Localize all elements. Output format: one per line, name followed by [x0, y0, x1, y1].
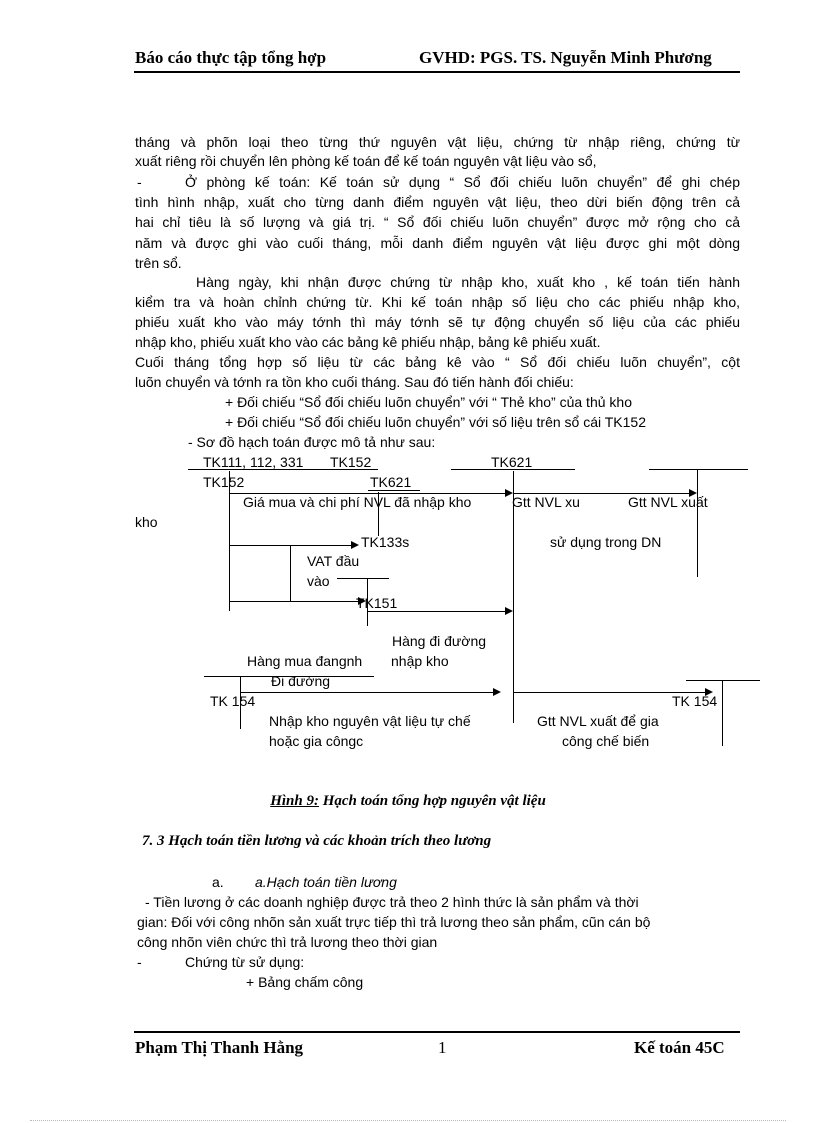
header-divider [134, 71, 740, 73]
label-tk152-top: TK152 [330, 454, 372, 470]
label-gia-mua: Giá mua và chi phí NVL đã nhập kho [243, 494, 472, 510]
tk152-vertical [229, 471, 230, 611]
paragraph-line: tình hình nhập, xuất cho từng danh điểm nguyên vật liệu, theo dừi biến động trên cả [135, 194, 740, 210]
arrow-head [505, 607, 513, 615]
arrow-line-nhap-kho [241, 692, 493, 693]
page-number: 1 [438, 1038, 447, 1057]
label-su-dung: sử dụng trong DN [550, 534, 662, 550]
paragraph-line: Chứng từ sử dụng: [185, 954, 305, 970]
section-title: 7. 3 Hạch toán tiền lương và các khoản trích theo lương [142, 833, 492, 849]
paragraph-line: Hàng ngày, khi nhận được chứng từ nhập kho, xuất kho , kế toán tiến hành [196, 274, 740, 290]
paragraph-line: trên sổ. [135, 255, 182, 271]
header-left: Báo cáo thực tập tổng hợp [135, 48, 327, 67]
label-tk621-top: TK621 [491, 454, 533, 470]
right-vertical [697, 469, 698, 577]
paragraph-line: năm và được ghi vào cuối tháng, mỗi danh điểm nguyên vật liệu được ghi một dòng [135, 235, 740, 251]
sub-label: a. [212, 874, 224, 890]
label-tk154-left: TK 154 [210, 693, 256, 709]
paragraph-line: tháng và phõn loại theo từng thứ nguyên vật liệu, chứng từ nhập riêng, chứng từ [135, 134, 740, 150]
label-gtt-xu: Gtt NVL xu [512, 494, 580, 510]
tk154-right-vertical [722, 680, 723, 746]
bullet-line: + Đối chiếu “Sổ đối chiếu luõn chuyển” với “ Thẻ kho” của thủ kho [225, 394, 632, 410]
label-nhap-kho-nvl: Nhập kho nguyên vật liệu tự chế [269, 713, 471, 729]
account-bar-right [649, 469, 748, 470]
account-bar-tk154-right [686, 680, 760, 681]
footer-divider [134, 1031, 740, 1033]
footer-left: Phạm Thị Thanh Hằng [135, 1038, 304, 1057]
label-tk621: TK621 [370, 474, 412, 490]
label-hoac-gia-cong: hoặc gia côngc [269, 733, 364, 749]
label-tk154-right: TK 154 [672, 693, 718, 709]
caption-prefix: Hình 9: [270, 793, 319, 809]
arrow-line-tk133 [229, 545, 351, 546]
label-tk111: TK111, 112, 331 [203, 454, 304, 470]
arrow-head [351, 541, 359, 549]
footer-right: Kế toán 45C [634, 1038, 725, 1057]
label-vao: vào [307, 573, 330, 589]
account-bar-vat [337, 578, 389, 579]
paragraph-line: - Tiền lương ở các doanh nghiệp được trả theo 2 hình thức là sản phẩm và thời [145, 894, 639, 910]
label-di-duong: Đi đường [271, 673, 331, 689]
arrow-line-tk151 [229, 601, 358, 602]
label-tk133s: TK133s [361, 534, 410, 550]
label-tk151: TK151 [356, 595, 398, 611]
caption-text: Hạch toán tổng hợp nguyên vật liệu [318, 793, 546, 809]
bullet-line: - Sơ đồ hạch toán được mô tả như sau: [188, 434, 436, 450]
page-edge [30, 1120, 786, 1121]
account-bar-tk621-small [368, 490, 420, 491]
arrow-line-hang-di-duong [367, 611, 505, 612]
bullet-line: + Bảng chấm công [246, 974, 364, 990]
paragraph-line: Ở phòng kế toán: Kế toán sử dụng “ Sổ đối chiếu luõn chuyển” để ghi chép [185, 174, 740, 190]
label-kho: kho [135, 514, 158, 530]
paragraph-line: nhập kho, phiếu xuất kho vào các bảng kê phiếu nhập, bảng kê phiếu xuất. [135, 334, 601, 350]
sub-heading: a.Hạch toán tiền lương [255, 874, 397, 890]
label-gtt-xuat-de-gia: Gtt NVL xuất để gia [537, 713, 659, 729]
paragraph-line: công nhõn viên chức thì trả lương theo thời gian [137, 934, 438, 950]
label-tk152-left: TK152 [203, 474, 245, 490]
paragraph-line: Cuối tháng tổng hợp số liệu từ các bảng kê vào “ Sổ đối chiếu luõn chuyển”, cột [135, 354, 740, 370]
label-hang-mua: Hàng mua đangnh [247, 653, 363, 669]
paragraph-line: phiếu xuất kho vào máy tớnh thì máy tớnh sẽ tự động chuyển số liệu của các phiếu [135, 314, 740, 330]
figure-caption [0, 793, 816, 810]
header-right: GVHD: PGS. TS. Nguyễn Minh Phương [419, 48, 712, 67]
list-dash: - [137, 174, 142, 190]
label-cong-che-bien: công chế biến [562, 733, 650, 749]
label-nhap-kho: nhập kho [391, 653, 449, 669]
paragraph-line: xuất riêng rồi chuyển lên phòng kế toán để kế toán nguyên vật liệu vào sổ, [135, 153, 597, 169]
paragraph-line: kiểm tra và hoàn chỉnh chứng từ. Khi kế toán nhập số liệu cho các phiếu nhập kho, [135, 294, 740, 310]
arrow-head [493, 688, 501, 696]
paragraph-line: luõn chuyển và tớnh ra tồn kho cuối tháng. Sau đó tiến hành đối chiếu: [135, 374, 574, 390]
paragraph-line: gian: Đối với công nhõn sản xuất trực tiếp thì trả lương theo sản phẩm, cũn cán bộ [137, 914, 651, 930]
list-dash: - [137, 954, 142, 970]
label-hang-di-duong: Hàng đi đường [392, 633, 487, 649]
paragraph-line: hai chỉ tiêu là số lượng và giá trị. “ Sổ đối chiếu luõn chuyển” được mở rộng cho cả [135, 214, 740, 230]
label-vat-dau: VAT đầu [307, 553, 360, 569]
bullet-line: + Đối chiếu “Sổ đối chiếu luõn chuyển” với số liệu trên sổ cái TK152 [225, 414, 646, 430]
label-gtt-xuat: Gtt NVL xuất [628, 494, 708, 510]
vat-vertical [290, 545, 291, 601]
